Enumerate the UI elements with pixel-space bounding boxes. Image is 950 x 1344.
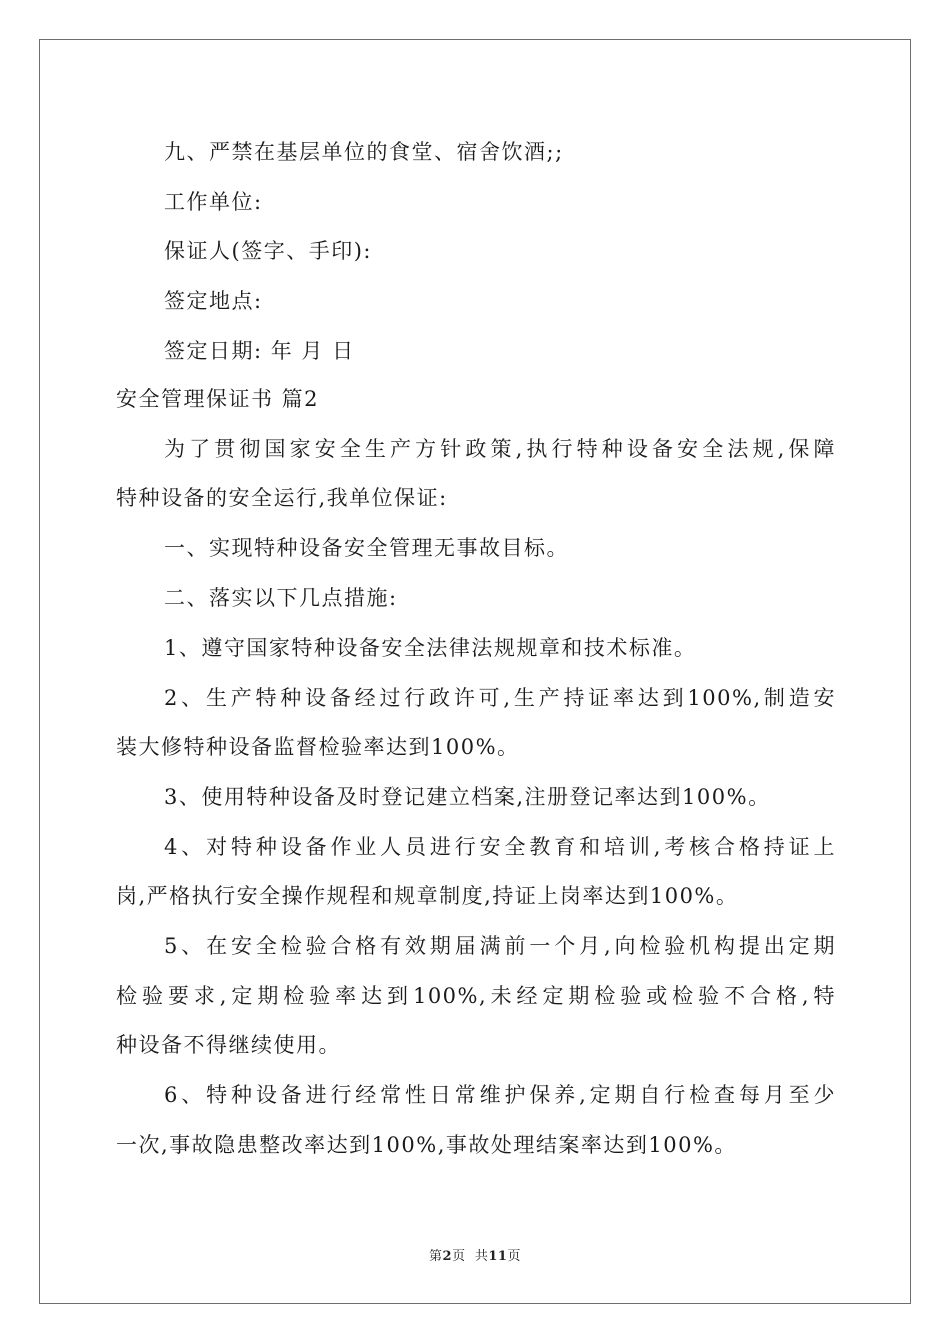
clause-nine: 九、严禁在基层单位的食堂、宿舍饮酒;; [164,140,564,164]
section-heading: 安全管理保证书 篇2 [116,387,320,411]
measure-6-line-2: 一次,事故隐患整改率达到100%,事故处理结案率达到100%。 [116,1133,737,1157]
measure-2-line-1: 2、生产特种设备经过行政许可,生产持证率达到100%,制造安 [164,686,836,710]
footer-prefix: 第 [429,1249,443,1264]
measure-4-line-1: 4、对特种设备作业人员进行安全教育和培训,考核合格持证上 [164,835,836,859]
intro-paragraph-line-2: 特种设备的安全运行,我单位保证: [116,486,448,510]
measure-6-line-1: 6、特种设备进行经常性日常维护保养,定期自行检查每月至少 [164,1083,836,1107]
measure-5-line-1: 5、在安全检验合格有效期届满前一个月,向检验机构提出定期 [164,934,836,958]
measure-1: 1、遵守国家特种设备安全法律法规规章和技术标准。 [164,636,697,660]
guarantor-label: 保证人(签字、手印): [164,239,372,263]
footer-mid: 页 共 [452,1249,489,1264]
intro-paragraph-line-1: 为了贯彻国家安全生产方针政策,执行特种设备安全法规,保障 [164,437,836,461]
measure-3: 3、使用特种设备及时登记建立档案,注册登记率达到100%。 [164,785,771,809]
measure-5-line-2: 检验要求,定期检验率达到100%,未经定期检验或检验不合格,特 [116,984,836,1008]
current-page-number: 2 [442,1249,453,1264]
footer-suffix: 页 [507,1249,521,1264]
measure-5-line-3: 种设备不得继续使用。 [116,1033,341,1057]
measure-2-line-2: 装大修特种设备监督检验率达到100%。 [116,735,520,759]
signing-place-label: 签定地点: [164,289,263,313]
signing-date-label: 签定日期: 年 月 日 [164,339,355,363]
item-two: 二、落实以下几点措施: [164,586,398,610]
total-pages-number: 11 [488,1249,508,1264]
measure-4-line-2: 岗,严格执行安全操作规程和规章制度,持证上岗率达到100%。 [116,884,739,908]
item-one: 一、实现特种设备安全管理无事故目标。 [164,536,569,560]
page-border [39,39,911,1304]
work-unit-label: 工作单位: [164,190,263,214]
page-footer [0,1245,950,1264]
